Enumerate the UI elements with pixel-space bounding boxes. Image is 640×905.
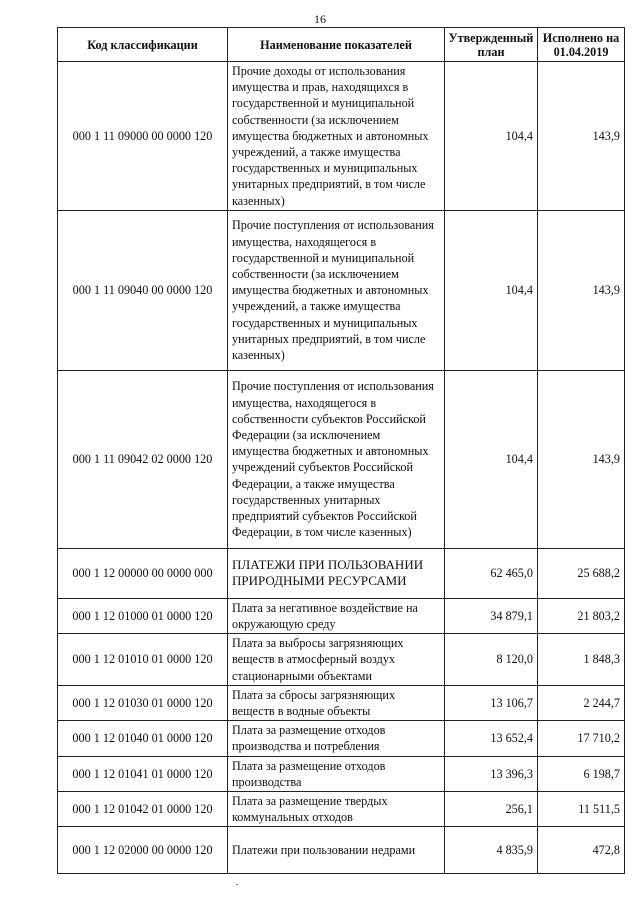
table-row <box>58 827 625 874</box>
header-name: Наименование показателей <box>228 28 445 62</box>
table-row <box>58 634 625 686</box>
row-code: 000 1 12 00000 00 0000 000 <box>58 548 228 598</box>
header-done: Исполнено на 01.04.2019 <box>538 28 625 62</box>
row-plan: 13 396,3 <box>445 756 538 791</box>
row-code: 000 1 11 09042 02 0000 120 <box>58 370 228 548</box>
row-plan: 104,4 <box>445 62 538 211</box>
row-done: 1 848,3 <box>538 634 625 686</box>
row-done: 11 511,5 <box>538 792 625 827</box>
table-row <box>58 62 625 211</box>
row-done: 143,9 <box>538 210 625 370</box>
row-name: Плата за размещение отходов производства и потребления <box>228 721 445 756</box>
row-done: 17 710,2 <box>538 721 625 756</box>
row-code: 000 1 12 01041 01 0000 120 <box>58 756 228 791</box>
row-plan: 34 879,1 <box>445 598 538 633</box>
row-name: Прочие поступления от использования имущества, находящегося в собственности субъектов Российской Федерации (за исключением имущества бюджетных и автономных учреждений субъектов Российской Федерации, а также имущества государственных унитарных предприятий субъектов Российской Федерации, в том числе казенных) <box>228 370 445 548</box>
row-plan: 13 652,4 <box>445 721 538 756</box>
page-number: 16 <box>314 12 326 26</box>
row-code: 000 1 12 01040 01 0000 120 <box>58 721 228 756</box>
table-row <box>58 370 625 548</box>
table-row <box>58 792 625 827</box>
row-name: ПЛАТЕЖИ ПРИ ПОЛЬЗОВАНИИ ПРИРОДНЫМИ РЕСУРСАМИ <box>228 548 445 598</box>
row-done: 143,9 <box>538 370 625 548</box>
row-plan: 13 106,7 <box>445 685 538 720</box>
row-code: 000 1 11 09000 00 0000 120 <box>58 62 228 211</box>
table-row <box>58 756 625 791</box>
row-plan: 256,1 <box>445 792 538 827</box>
table-row <box>58 721 625 756</box>
header-code: Код классификации <box>58 28 228 62</box>
row-name: Плата за сбросы загрязняющих веществ в водные объекты <box>228 685 445 720</box>
row-done: 143,9 <box>538 62 625 211</box>
row-code: 000 1 12 01000 01 0000 120 <box>58 598 228 633</box>
row-plan: 62 465,0 <box>445 548 538 598</box>
row-name: Плата за негативное воздействие на окружающую среду <box>228 598 445 633</box>
row-plan: 104,4 <box>445 210 538 370</box>
row-code: 000 1 12 01010 01 0000 120 <box>58 634 228 686</box>
row-done: 25 688,2 <box>538 548 625 598</box>
row-plan: 104,4 <box>445 370 538 548</box>
row-name: Плата за размещение отходов производства <box>228 756 445 791</box>
row-code: 000 1 12 01030 01 0000 120 <box>58 685 228 720</box>
table-row <box>58 598 625 633</box>
table-header-row <box>58 28 625 62</box>
table-row <box>58 210 625 370</box>
row-code: 000 1 12 02000 00 0000 120 <box>58 827 228 874</box>
row-name: Прочие поступления от использования имущества, находящегося в государственной и муниципальной собственности (за исключением имущества бюджетных и автономных учреждений, а также имущества государственных и муниципальных унитарных предприятий, в том числе казенных) <box>228 210 445 370</box>
row-plan: 4 835,9 <box>445 827 538 874</box>
header-plan: Утвержденный план <box>445 28 538 62</box>
row-code: 000 1 12 01042 01 0000 120 <box>58 792 228 827</box>
row-done: 6 198,7 <box>538 756 625 791</box>
scan-speck <box>236 884 238 885</box>
table-row <box>58 548 625 598</box>
row-name: Плата за выбросы загрязняющих веществ в атмосферный воздух стационарными объектами <box>228 634 445 686</box>
revenue-table <box>57 27 625 874</box>
row-done: 21 803,2 <box>538 598 625 633</box>
row-done: 2 244,7 <box>538 685 625 720</box>
row-plan: 8 120,0 <box>445 634 538 686</box>
row-code: 000 1 11 09040 00 0000 120 <box>58 210 228 370</box>
row-name: Прочие доходы от использования имущества и прав, находящихся в государственной и муниципальной собственности (за исключением имущества бюджетных и автономных учреждений, а также имущества государственных и муниципальных унитарных предприятий, в том числе казенных) <box>228 62 445 211</box>
row-done: 472,8 <box>538 827 625 874</box>
row-name: Плата за размещение твердых коммунальных отходов <box>228 792 445 827</box>
table-row <box>58 685 625 720</box>
row-name: Платежи при пользовании недрами <box>228 827 445 874</box>
